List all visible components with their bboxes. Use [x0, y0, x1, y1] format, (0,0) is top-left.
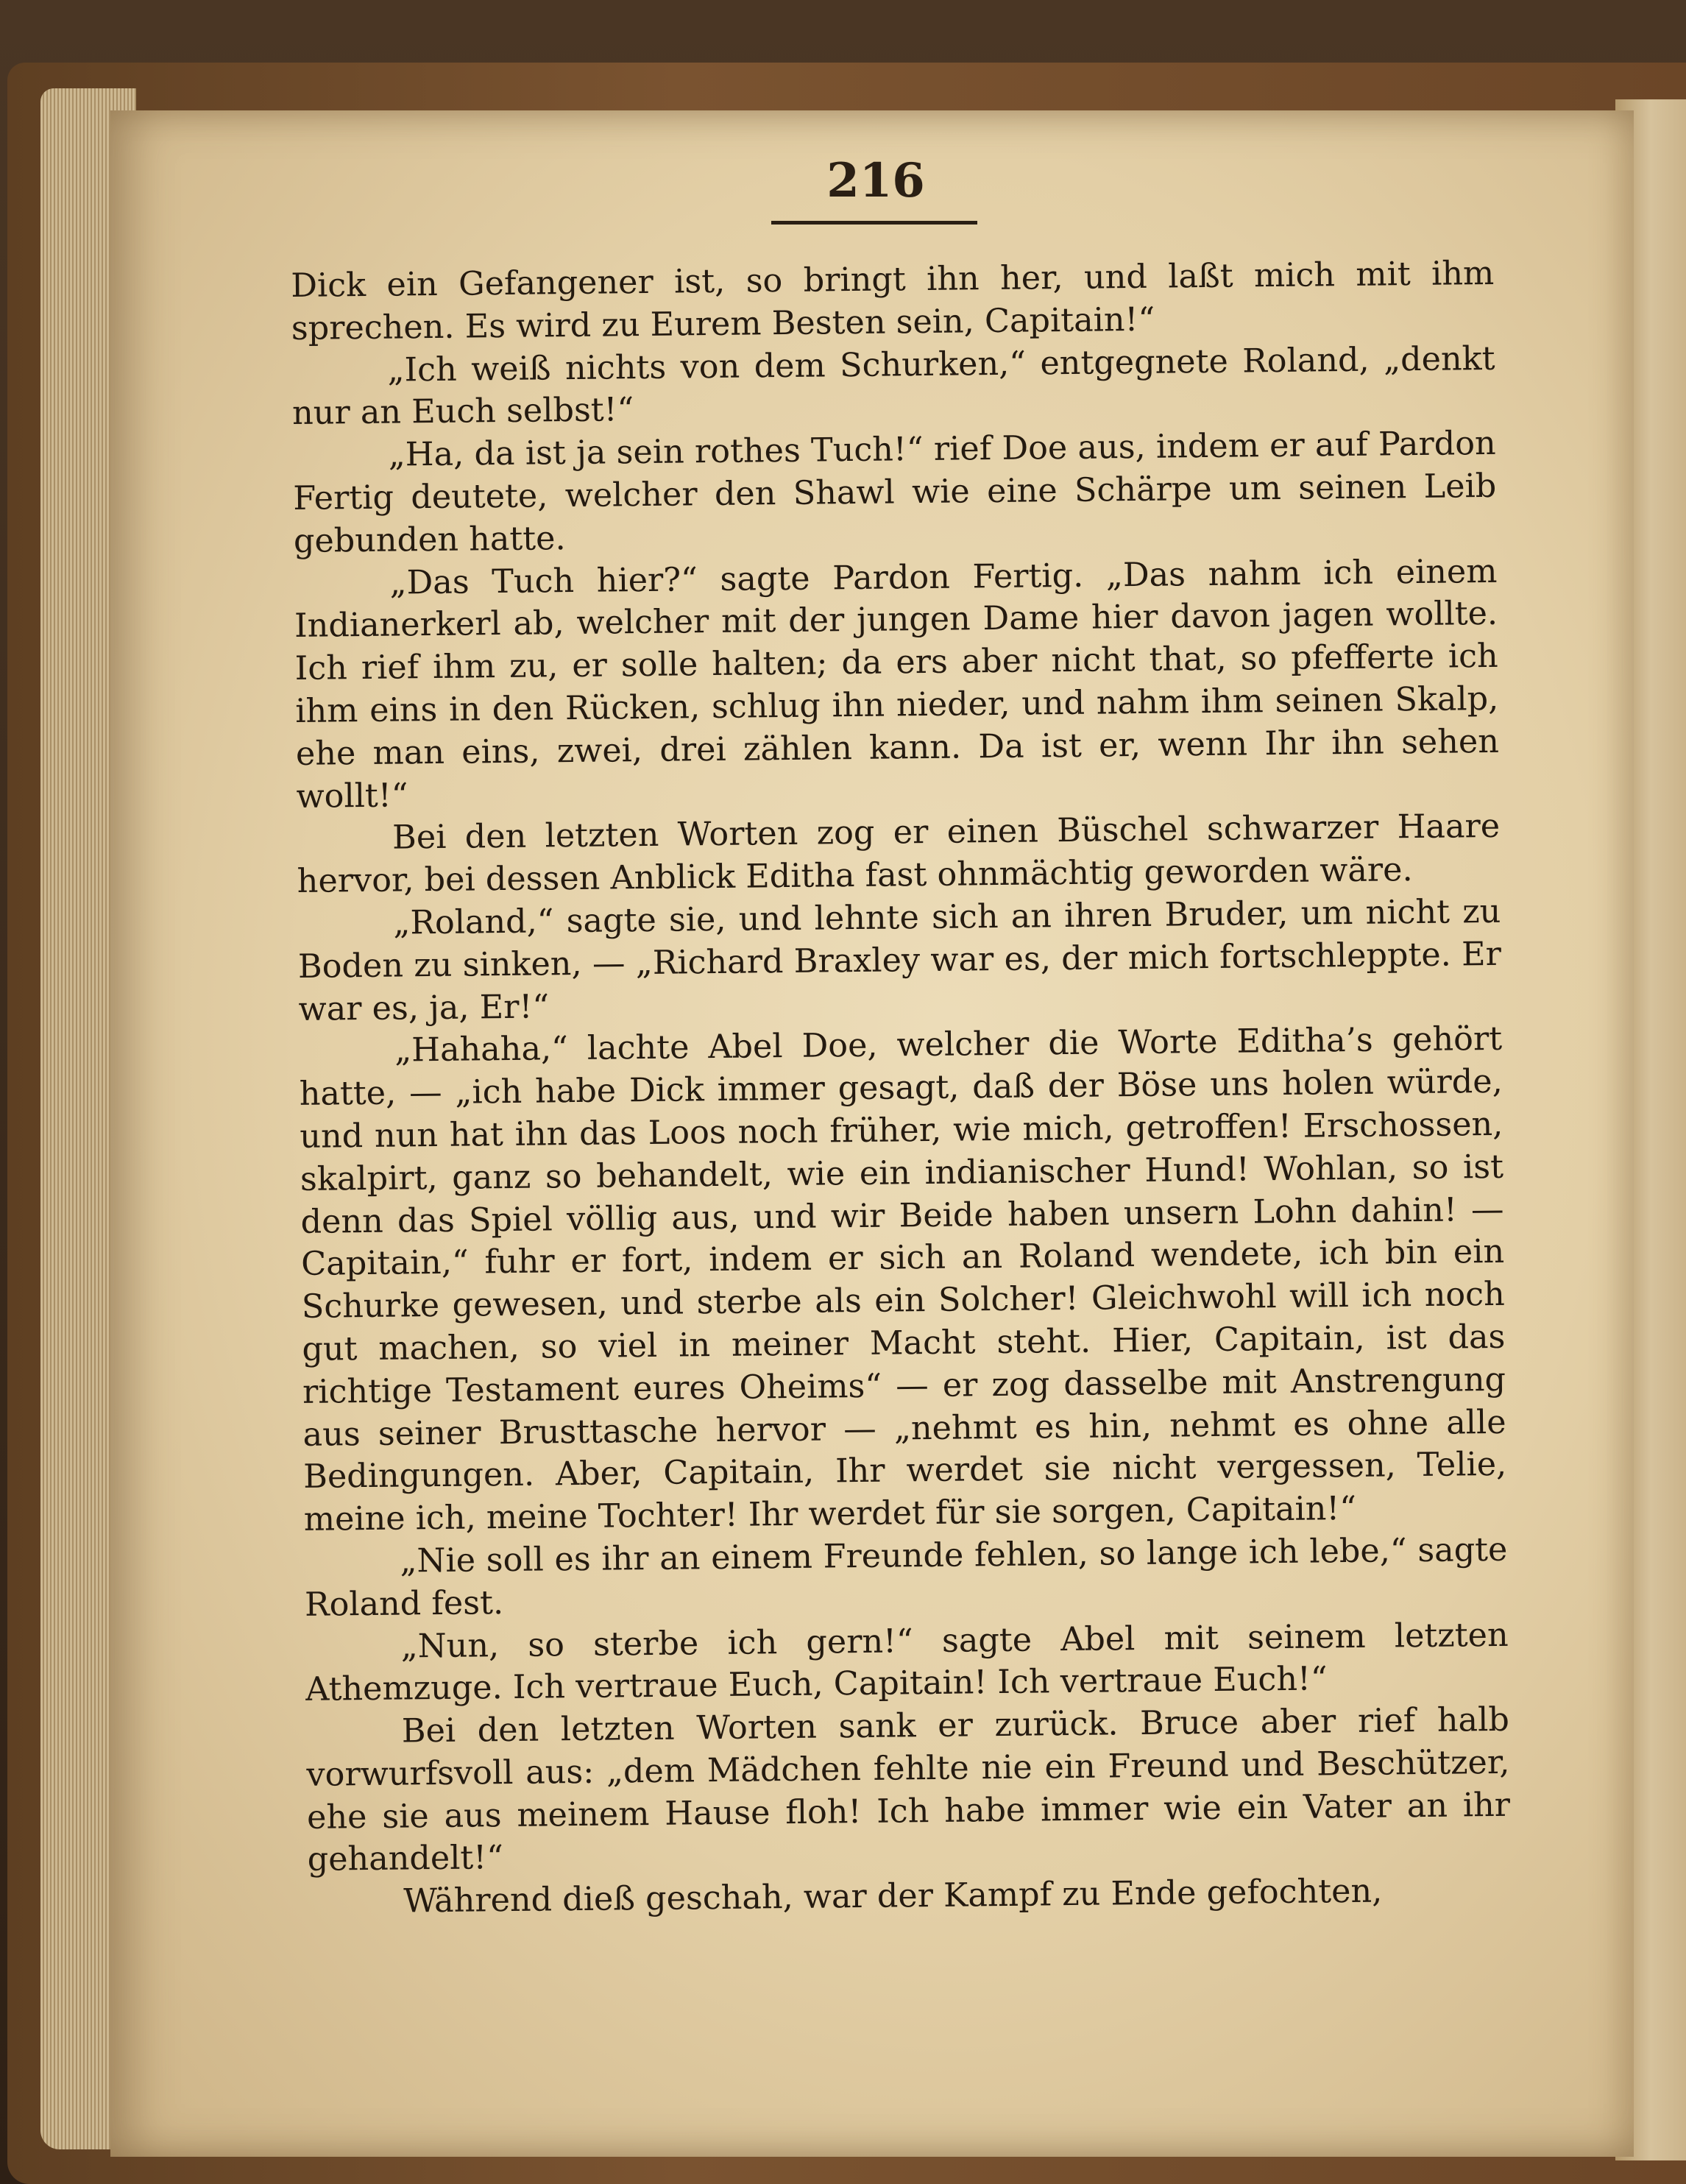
paragraph-5: Bei den letzten Worten zog er einen Büschel schwarzer Haare hervor, bei dessen Anblick Editha fast ohnmächtig geworden wäre. [297, 807, 1501, 901]
body-text [291, 252, 1512, 1924]
paragraph-4: „Das Tuch hier?“ sagte Pardon Fertig. „Das nahm ich einem Indianerkerl ab, welcher mit der jungen Dame hier davon jagen wollte. Ich rief ihm zu, er solle halten; da ers aber nicht that, so pfefferte ich ihm eins in den Rücken, schlug ihn nieder, und nahm ihm seinen Skalp, ehe man eins, zwei, drei zählen kann. Da ist er, wenn Ihr ihn sehen wollt!“ [294, 552, 1500, 816]
paragraph-8: „Nie soll es ihr an einem Freunde fehlen, so lange ich lebe,“ sagte Roland fest. [304, 1530, 1508, 1624]
paragraph-6: „Roland,“ sagte sie, und lehnte sich an ihren Bruder, um nicht zu Boden zu sinken, — „Richard Braxley war es, der mich fortschleppte. Er war es, ja, Er!“ [297, 892, 1502, 1028]
paragraph-3: „Ha, da ist ja sein rothes Tuch!“ rief Doe aus, indem er auf Pardon Fertig deutete, welcher den Shawl wie eine Schärpe um seinen Leib gebunden hatte. [293, 425, 1497, 560]
paragraph-9: „Nun, so sterbe ich gern!“ sagte Abel mit seinem letzten Athemzuge. Ich vertraue Euch, Capitain! Ich vertraue Euch!“ [305, 1616, 1509, 1709]
page-number: 216 [826, 153, 925, 208]
paragraph-7: „Hahaha,“ lachte Abel Doe, welcher die Worte Editha’s gehört hatte, — „ich habe Dick immer gesagt, daß der Böse uns holen würde, und nun hat ihn das Loos noch früher, wie mich, getroffen! Erschossen, skalpirt, ganz so behandelt, wie ein indianischer Hund! Wohlan, so ist denn das Spiel völlig aus, und wir Beide haben unsern Lohn dahin! — Capitain,“ fuhr er fort, indem er sich an Roland wendete, ich bin ein Schurke gewesen, und sterbe als ein Solcher! Gleichwohl will ich noch gut machen, so viel in meiner Macht steht. Hier, Capitain, ist das richtige Testament eures Oheims“ — er zog dasselbe mit Anstrengung aus seiner Brusttasche hervor — „nehmt es hin, nehmt es ohne alle Bedingungen. Aber, Capitain, Ihr werdet sie nicht vergessen, Telie, meine ich, meine Tochter! Ihr werdet für sie sorgen, Capitain!“ [299, 1020, 1507, 1539]
paragraph-11: Während dieß geschah, war der Kampf zu Ende gefochten, [403, 1872, 1383, 1920]
header-rule [771, 221, 977, 225]
paragraph-1: Dick ein Gefangener ist, so bringt ihn her, und laßt mich mit ihm sprechen. Es wird zu Eurem Besten sein, Capitain!“ [291, 254, 1495, 347]
paragraph-10: Bei den letzten Worten sank er zurück. Bruce aber rief halb vorwurfsvoll aus: „dem Mädchen fehlte nie ein Freund und Beschützer, ehe sie aus meinem Hause floh! Ich habe immer wie ein Vater an ihr gehandelt!“ [306, 1700, 1511, 1879]
paragraph-2: „Ich weiß nichts von dem Schurken,“ entgegnete Roland, „denkt nur an Euch selbst!“ [291, 339, 1495, 433]
